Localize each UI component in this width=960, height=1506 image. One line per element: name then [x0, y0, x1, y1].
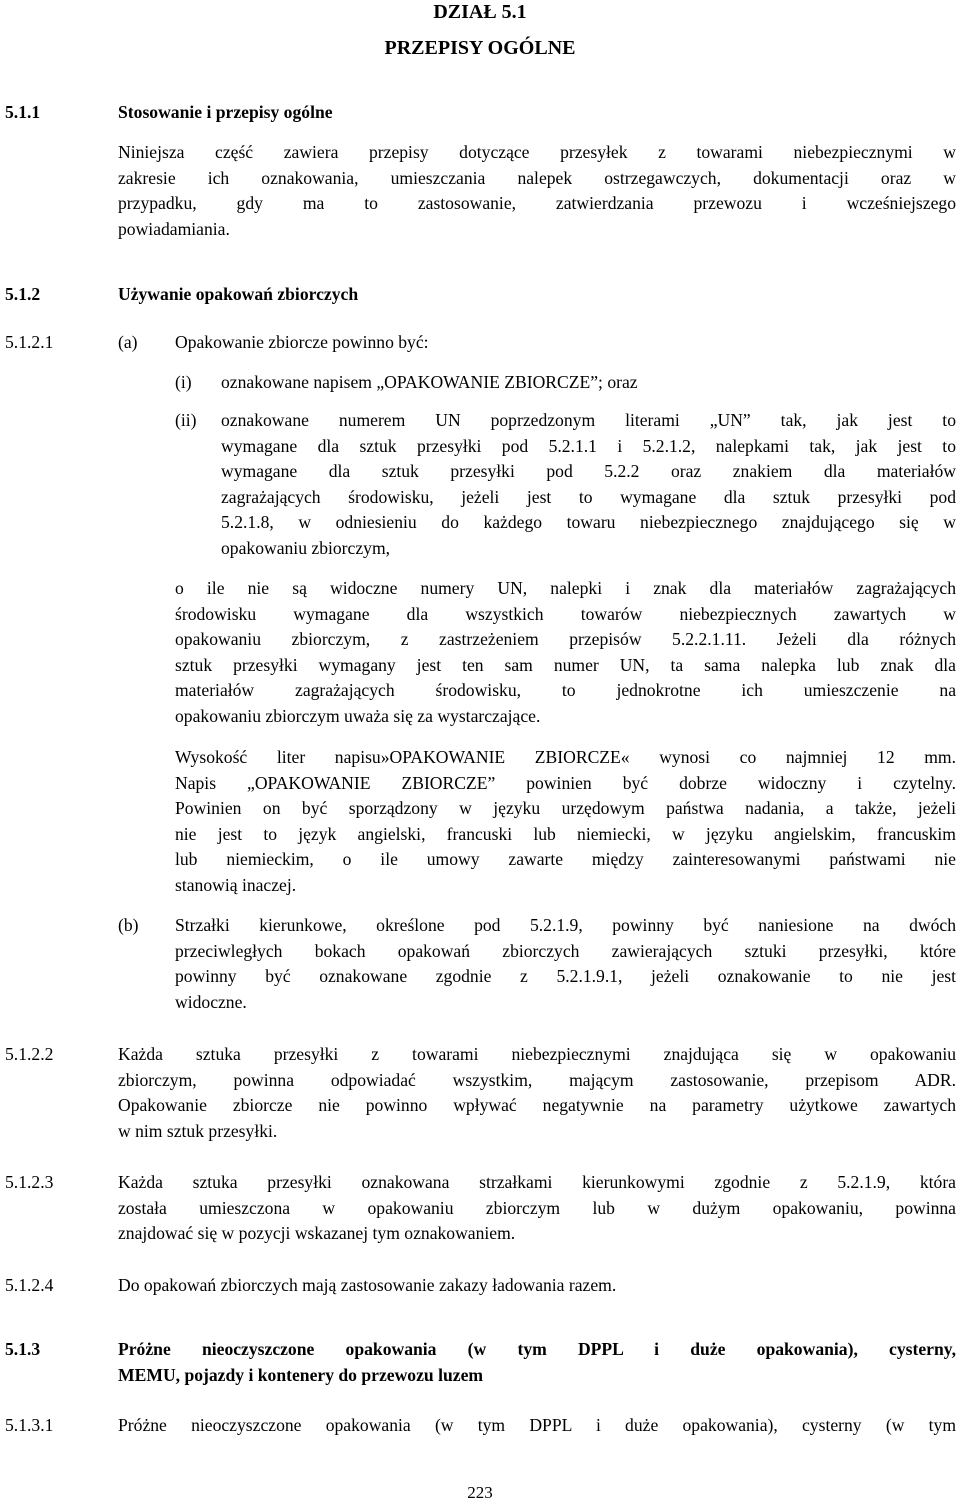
body-line: Każda sztuka przesyłki z towarami niebezpiecznymi znajdująca się w opakowaniu [118, 1044, 956, 1064]
body-line: stanowią inaczej. [175, 874, 297, 895]
body-line: Strzałki kierunkowe, określone pod 5.2.1.9, powinny być naniesione na dwóch [175, 915, 956, 935]
heading-line: MEMU, pojazdy i kontenery do przewozu luzem [118, 1364, 484, 1385]
item-i-label: (i) [175, 372, 192, 392]
item-a-paragraph-1 [175, 576, 956, 730]
body-line: materiałów zagrażających środowisku, to jednokrotne ich umieszczenie na [175, 680, 956, 701]
body-line: została umieszczona w opakowaniu zbiorczym lub w dużym opakowaniu, powinna [118, 1197, 956, 1218]
section-5-1-3-number: 5.1.3 [5, 1339, 41, 1359]
body-line: nie jest to język angielski, francuski lub niemiecki, w języku angielskim, francuskim [175, 823, 956, 844]
body-line: Powinien on być sporządzony w języku urzędowym państwa nadania, a także, jeżeli [175, 798, 956, 819]
part-title: PRZEPISY OGÓLNE [384, 37, 576, 59]
section-5-1-2-3-body [118, 1170, 956, 1247]
division-title: DZIAŁ 5.1 [433, 1, 527, 23]
body-line: zbiorczym, powinna odpowiadać wszystkim, mającym zastosowanie, przepisom ADR. [118, 1069, 956, 1090]
body-line: o ile nie są widoczne numery UN, nalepki i znak dla materiałów zagrażających [175, 578, 956, 598]
body-line: opakowaniu zbiorczym, [221, 537, 391, 558]
section-5-1-3-1-number: 5.1.3.1 [5, 1415, 54, 1435]
body-line: powiadamiania. [118, 218, 230, 239]
section-5-1-3-heading [118, 1337, 956, 1388]
body-line: wymagane dla sztuk przesyłki pod 5.2.2 oraz znakiem dla materiałów [221, 461, 956, 482]
item-a-intro: Opakowanie zbiorcze powinno być: [175, 332, 429, 352]
section-5-1-3-1-body [118, 1413, 956, 1439]
body-line: powinny być oznakowane zgodnie z 5.2.1.9.1, jeżeli oznakowanie to nie jest [175, 966, 956, 987]
section-5-1-2-2-body [118, 1042, 956, 1144]
section-5-1-2-4-number: 5.1.2.4 [5, 1275, 54, 1295]
item-ii-label: (ii) [175, 410, 197, 430]
item-b-label: (b) [118, 915, 139, 935]
body-line: przypadku, gdy ma to zastosowanie, zatwierdzania przewozu i wcześniejszego [118, 193, 956, 214]
item-ii-text [221, 408, 956, 562]
heading-line: Próżne nieoczyszczone opakowania (w tym DPPL i duże opakowania), cysterny, [118, 1339, 956, 1359]
body-line: Napis „OPAKOWANIE ZBIORCZE” powinien być dobrze widoczny i czytelny. [175, 772, 956, 793]
body-line: środowisku wymagane dla wszystkich towarów niebezpiecznych zawartych w [175, 603, 956, 624]
section-5-1-2-4-body: Do opakowań zbiorczych mają zastosowanie zakazy ładowania razem. [118, 1275, 617, 1295]
body-line: w nim sztuk przesyłki. [118, 1120, 278, 1141]
section-5-1-1-heading: Stosowanie i przepisy ogólne [118, 102, 333, 122]
section-5-1-2-heading: Używanie opakowań zbiorczych [118, 284, 359, 304]
item-b-text [175, 913, 956, 1015]
body-line: Niniejsza część zawiera przepisy dotyczące przesyłek z towarami niebezpiecznymi w [118, 142, 956, 162]
body-line: Każda sztuka przesyłki oznakowana strzałkami kierunkowymi zgodnie z 5.2.1.9, która [118, 1172, 956, 1192]
body-line: oznakowane numerem UN poprzedzonym literami „UN” tak, jak jest to [221, 410, 956, 430]
body-line: Opakowanie zbiorcze nie powinno wpływać negatywnie na parametry użytkowe zawartych [118, 1095, 956, 1116]
page-number: 223 [467, 1483, 493, 1502]
body-line: znajdować się w pozycji wskazanej tym oznakowaniem. [118, 1223, 516, 1244]
section-5-1-2-1-number: 5.1.2.1 [5, 332, 54, 352]
body-line: lub niemieckim, o ile umowy zawarte między zainteresowanymi państwami nie [175, 849, 956, 870]
item-a-paragraph-2 [175, 745, 956, 899]
section-5-1-2-number: 5.1.2 [5, 284, 41, 304]
body-line: 5.2.1.8, w odniesieniu do każdego towaru niebezpiecznego znajdującego się w [221, 512, 956, 533]
body-line: opakowaniu zbiorczym, z zastrzeżeniem przepisów 5.2.2.1.11. Jeżeli dla różnych [175, 629, 956, 650]
body-line: zagrażających środowisku, jeżeli jest to wymagane dla sztuk przesyłki pod [221, 486, 956, 507]
body-line: zakresie ich oznakowania, umieszczania nalepek ostrzegawczych, dokumentacji oraz w [118, 167, 956, 188]
body-line: wymagane dla sztuk przesyłki pod 5.2.1.1 i 5.2.1.2, nalepkami tak, jak jest to [221, 435, 956, 456]
section-5-1-1-body [118, 140, 956, 242]
body-line: opakowaniu zbiorczym uważa się za wystarczające. [175, 705, 541, 726]
body-line: sztuk przesyłki wymagany jest ten sam numer UN, ta sama nalepka lub znak dla [175, 654, 956, 675]
body-line: Próżne nieoczyszczone opakowania (w tym DPPL i duże opakowania), cysterny (w tym [118, 1415, 956, 1435]
section-5-1-2-2-number: 5.1.2.2 [5, 1044, 54, 1064]
body-line: widoczne. [175, 991, 247, 1012]
item-i-text: oznakowane napisem „OPAKOWANIE ZBIORCZE”; oraz [221, 372, 638, 392]
item-a-label: (a) [118, 332, 138, 352]
section-5-1-2-3-number: 5.1.2.3 [5, 1172, 54, 1192]
body-line: Wysokość liter napisu»OPAKOWANIE ZBIORCZE« wynosi co najmniej 12 mm. [175, 747, 956, 767]
body-line: przeciwległych bokach opakowań zbiorczych zawierających sztuki przesyłki, które [175, 940, 956, 961]
section-5-1-1-number: 5.1.1 [5, 102, 41, 122]
